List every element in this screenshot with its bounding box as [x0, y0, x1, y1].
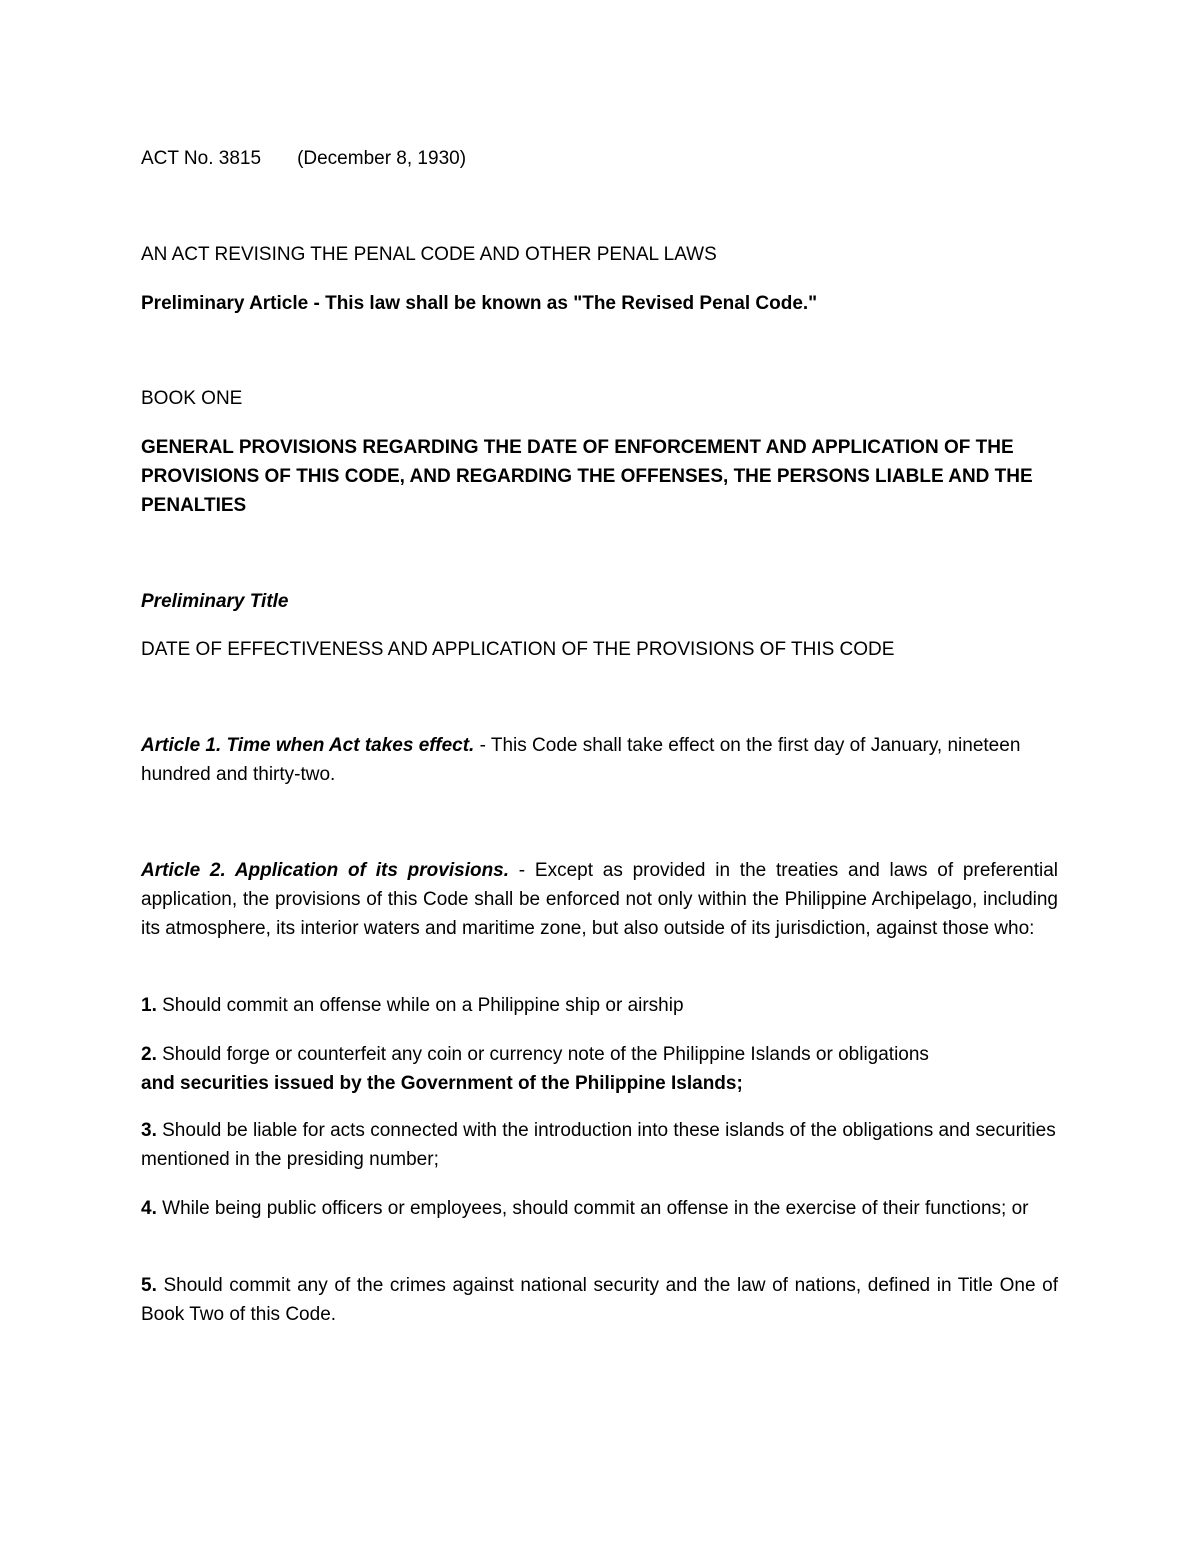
article-1 [141, 731, 1058, 789]
act-title: AN ACT REVISING THE PENAL CODE AND OTHER PENAL LAWS [141, 244, 717, 265]
list-item [141, 1271, 1058, 1329]
article-2-caption: Article 2. Application of its provisions. [141, 860, 510, 881]
article-1-caption: Article 1. Time when Act takes effect. [141, 735, 475, 756]
list-item-bold-text: and securities issued by the Government of the Philippine Islands; [141, 1073, 743, 1094]
book-label: BOOK ONE [141, 388, 243, 409]
list-item-number: 4. [141, 1198, 157, 1219]
list-item-text: Should commit any of the crimes against national security and the law of nations, defined in Title One of Book Two of this Code. [141, 1275, 1058, 1325]
list-item-text: Should forge or counterfeit any coin or currency note of the Philippine Islands or obligations [156, 1044, 929, 1065]
list-item-number: 1. [141, 995, 157, 1016]
list-item-number: 2. [141, 1044, 157, 1065]
list-item [141, 1116, 1058, 1174]
act-date: (December 8, 1930) [297, 148, 467, 169]
act-header [141, 144, 1058, 173]
list-item-text: Should commit an offense while on a Philippine ship or airship [156, 995, 684, 1016]
preliminary-title-label: Preliminary Title [141, 591, 289, 612]
list-item-number: 5. [141, 1275, 157, 1296]
act-number: ACT No. 3815 [141, 148, 262, 169]
article-1-text: - This Code shall take effect on the first day of January, nineteen hundred and thirty-two. [141, 735, 1021, 785]
list-item-text: Should be liable for acts connected with the introduction into these islands of the obligations and securities mentioned in the presiding number; [141, 1120, 1056, 1170]
article-2 [141, 856, 1058, 943]
article-2-text: - Except as provided in the treaties and laws of preferential application, the provisions of this Code shall be enforced not only within the Philippine Archipelago, including its atmosphere, its interior waters and maritime zone, but also outside of its jurisdiction, against those who: [141, 860, 1058, 939]
preliminary-title-heading: DATE OF EFFECTIVENESS AND APPLICATION OF THE PROVISIONS OF THIS CODE [141, 639, 895, 660]
preliminary-article: Preliminary Article - This law shall be known as "The Revised Penal Code." [141, 293, 818, 314]
list-item [141, 1040, 1058, 1098]
list-item [141, 991, 1058, 1020]
list-item-number: 3. [141, 1120, 157, 1141]
list-item [141, 1194, 1058, 1223]
list-item-text: While being public officers or employees, should commit an offense in the exercise of their functions; or [156, 1198, 1029, 1219]
book-heading: GENERAL PROVISIONS REGARDING THE DATE OF ENFORCEMENT AND APPLICATION OF THE PROVISIONS OF THIS CODE, AND REGARDING THE OFFENSES, THE PERSONS LIABLE AND THE PENALTIES [141, 437, 1033, 516]
